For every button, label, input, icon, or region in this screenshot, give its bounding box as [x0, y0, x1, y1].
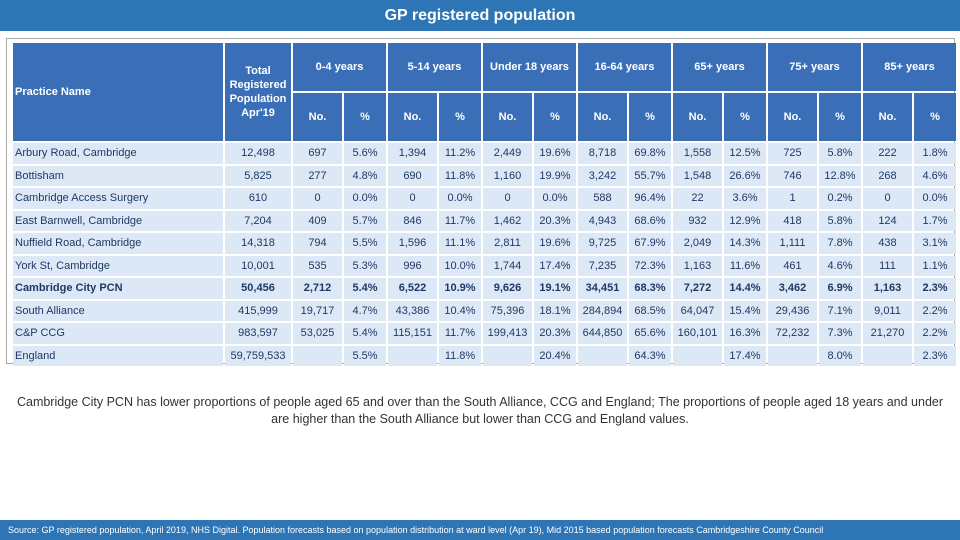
percent-cell: 20.4% [534, 346, 576, 367]
percent-cell: 0.0% [534, 188, 576, 209]
practice-name-cell: East Barnwell, Cambridge [13, 211, 223, 232]
count-cell [483, 346, 532, 367]
count-cell: 7,272 [673, 278, 722, 299]
total-population-cell: 5,825 [225, 166, 291, 187]
percent-cell: 11.6% [724, 256, 766, 277]
percent-cell: 20.3% [534, 323, 576, 344]
count-cell [293, 346, 342, 367]
source-note: Source: GP registered population, April 2019, NHS Digital. Population forecasts based on population distribution at ward level (Apr 19), Mid 2015 based population forecasts Cambridgeshire County Council [0, 520, 960, 540]
percent-cell: 68.5% [629, 301, 671, 322]
count-cell: 43,386 [388, 301, 437, 322]
percent-cell: 65.6% [629, 323, 671, 344]
count-cell: 690 [388, 166, 437, 187]
count-cell: 1,548 [673, 166, 722, 187]
total-population-cell: 59,759,533 [225, 346, 291, 367]
page-title: GP registered population [0, 0, 960, 31]
table-row [13, 233, 956, 254]
count-cell: 1,462 [483, 211, 532, 232]
count-cell: 438 [863, 233, 912, 254]
percent-cell: 68.6% [629, 211, 671, 232]
sub-header-pct: % [439, 93, 481, 141]
percent-cell: 11.2% [439, 143, 481, 164]
count-cell: 1,163 [863, 278, 912, 299]
count-cell: 644,850 [578, 323, 627, 344]
practice-name-cell: Nuffield Road, Cambridge [13, 233, 223, 254]
count-cell: 111 [863, 256, 912, 277]
percent-cell: 10.4% [439, 301, 481, 322]
count-cell [768, 346, 817, 367]
percent-cell: 7.3% [819, 323, 861, 344]
percent-cell: 5.4% [344, 323, 386, 344]
sub-header-no: No. [673, 93, 722, 141]
percent-cell: 14.3% [724, 233, 766, 254]
practice-name-header: Practice Name [13, 43, 223, 141]
count-cell: 21,270 [863, 323, 912, 344]
count-cell: 29,436 [768, 301, 817, 322]
percent-cell: 2.2% [914, 301, 956, 322]
count-cell: 277 [293, 166, 342, 187]
sub-header-no: No. [768, 93, 817, 141]
percent-cell: 15.4% [724, 301, 766, 322]
percent-cell: 0.2% [819, 188, 861, 209]
percent-cell: 5.3% [344, 256, 386, 277]
percent-cell: 10.0% [439, 256, 481, 277]
sub-header-pct: % [819, 93, 861, 141]
percent-cell: 72.3% [629, 256, 671, 277]
group-header-65-plus: 65+ years [673, 43, 766, 91]
count-cell: 1,160 [483, 166, 532, 187]
percent-cell: 1.1% [914, 256, 956, 277]
practice-name-cell: Cambridge City PCN [13, 278, 223, 299]
sub-header-pct: % [914, 93, 956, 141]
percent-cell: 6.9% [819, 278, 861, 299]
sub-header-no: No. [388, 93, 437, 141]
percent-cell: 68.3% [629, 278, 671, 299]
total-population-cell: 7,204 [225, 211, 291, 232]
percent-cell: 19.1% [534, 278, 576, 299]
sub-header-no: No. [578, 93, 627, 141]
sub-header-pct: % [724, 93, 766, 141]
count-cell: 115,151 [388, 323, 437, 344]
count-cell: 199,413 [483, 323, 532, 344]
percent-cell: 8.0% [819, 346, 861, 367]
group-header-16-64: 16-64 years [578, 43, 671, 91]
count-cell: 64,047 [673, 301, 722, 322]
percent-cell: 16.3% [724, 323, 766, 344]
count-cell: 461 [768, 256, 817, 277]
group-header-85-plus: 85+ years [863, 43, 956, 91]
percent-cell: 11.1% [439, 233, 481, 254]
percent-cell: 12.9% [724, 211, 766, 232]
total-population-cell: 50,456 [225, 278, 291, 299]
count-cell: 2,449 [483, 143, 532, 164]
group-header-75-plus: 75+ years [768, 43, 861, 91]
percent-cell: 4.6% [914, 166, 956, 187]
count-cell: 124 [863, 211, 912, 232]
percent-cell: 1.7% [914, 211, 956, 232]
percent-cell: 10.9% [439, 278, 481, 299]
percent-cell: 18.1% [534, 301, 576, 322]
percent-cell: 19.9% [534, 166, 576, 187]
count-cell [388, 346, 437, 367]
table-body [13, 143, 956, 366]
percent-cell: 5.7% [344, 211, 386, 232]
total-population-cell: 10,001 [225, 256, 291, 277]
percent-cell: 11.7% [439, 323, 481, 344]
percent-cell: 96.4% [629, 188, 671, 209]
count-cell: 19,717 [293, 301, 342, 322]
group-header-0-4: 0-4 years [293, 43, 386, 91]
table-row [13, 143, 956, 164]
percent-cell: 1.8% [914, 143, 956, 164]
percent-cell: 14.4% [724, 278, 766, 299]
count-cell: 222 [863, 143, 912, 164]
count-cell: 1,111 [768, 233, 817, 254]
table-row [13, 301, 956, 322]
count-cell: 2,049 [673, 233, 722, 254]
table-row [13, 166, 956, 187]
count-cell: 725 [768, 143, 817, 164]
population-table [11, 41, 958, 368]
percent-cell: 12.8% [819, 166, 861, 187]
count-cell: 9,725 [578, 233, 627, 254]
percent-cell: 0.0% [439, 188, 481, 209]
practice-name-cell: C&P CCG [13, 323, 223, 344]
percent-cell: 5.8% [819, 143, 861, 164]
group-header-under-18: Under 18 years [483, 43, 576, 91]
percent-cell: 17.4% [534, 256, 576, 277]
count-cell: 588 [578, 188, 627, 209]
count-cell: 284,894 [578, 301, 627, 322]
count-cell: 9,626 [483, 278, 532, 299]
count-cell: 53,025 [293, 323, 342, 344]
count-cell: 535 [293, 256, 342, 277]
percent-cell: 4.7% [344, 301, 386, 322]
practice-name-cell: Bottisham [13, 166, 223, 187]
count-cell: 268 [863, 166, 912, 187]
count-cell: 1,744 [483, 256, 532, 277]
sub-header-pct: % [344, 93, 386, 141]
practice-name-cell: Cambridge Access Surgery [13, 188, 223, 209]
percent-cell: 2.2% [914, 323, 956, 344]
count-cell: 1,394 [388, 143, 437, 164]
table-row [13, 278, 956, 299]
percent-cell: 19.6% [534, 233, 576, 254]
table-row [13, 211, 956, 232]
practice-name-cell: South Alliance [13, 301, 223, 322]
percent-cell: 64.3% [629, 346, 671, 367]
sub-header-no: No. [863, 93, 912, 141]
practice-name-cell: Arbury Road, Cambridge [13, 143, 223, 164]
percent-cell: 55.7% [629, 166, 671, 187]
count-cell: 1 [768, 188, 817, 209]
count-cell: 0 [293, 188, 342, 209]
count-cell: 34,451 [578, 278, 627, 299]
percent-cell: 26.6% [724, 166, 766, 187]
count-cell: 3,242 [578, 166, 627, 187]
percent-cell: 2.3% [914, 278, 956, 299]
percent-cell: 3.1% [914, 233, 956, 254]
count-cell: 697 [293, 143, 342, 164]
percent-cell: 69.8% [629, 143, 671, 164]
count-cell [578, 346, 627, 367]
total-population-cell: 14,318 [225, 233, 291, 254]
total-population-cell: 610 [225, 188, 291, 209]
count-cell: 2,712 [293, 278, 342, 299]
table-row [13, 346, 956, 367]
total-population-header: Total Registered Population Apr'19 [225, 43, 291, 141]
table-row [13, 188, 956, 209]
sub-header-pct: % [534, 93, 576, 141]
count-cell: 75,396 [483, 301, 532, 322]
table-row [13, 323, 956, 344]
percent-cell: 7.8% [819, 233, 861, 254]
sub-header-no: No. [483, 93, 532, 141]
percent-cell: 5.4% [344, 278, 386, 299]
count-cell [673, 346, 722, 367]
percent-cell: 7.1% [819, 301, 861, 322]
count-cell: 1,163 [673, 256, 722, 277]
count-cell: 0 [388, 188, 437, 209]
percent-cell: 5.8% [819, 211, 861, 232]
percent-cell: 11.8% [439, 346, 481, 367]
total-population-cell: 983,597 [225, 323, 291, 344]
count-cell: 160,101 [673, 323, 722, 344]
count-cell: 1,596 [388, 233, 437, 254]
practice-name-cell: England [13, 346, 223, 367]
percent-cell: 11.8% [439, 166, 481, 187]
count-cell [863, 346, 912, 367]
percent-cell: 19.6% [534, 143, 576, 164]
percent-cell: 3.6% [724, 188, 766, 209]
practice-name-cell: York St, Cambridge [13, 256, 223, 277]
total-population-cell: 12,498 [225, 143, 291, 164]
percent-cell: 17.4% [724, 346, 766, 367]
table-row [13, 256, 956, 277]
percent-cell: 5.6% [344, 143, 386, 164]
percent-cell: 5.5% [344, 346, 386, 367]
count-cell: 3,462 [768, 278, 817, 299]
summary-text: Cambridge City PCN has lower proportions of people aged 65 and over than the South Alliance, CCG and England; The proportions of people aged 18 years and under are higher than the South Alliance but lower than CCG and England values. [16, 395, 944, 426]
count-cell: 794 [293, 233, 342, 254]
count-cell: 72,232 [768, 323, 817, 344]
percent-cell: 5.5% [344, 233, 386, 254]
count-cell: 6,522 [388, 278, 437, 299]
count-cell: 7,235 [578, 256, 627, 277]
percent-cell: 2.3% [914, 346, 956, 367]
percent-cell: 0.0% [914, 188, 956, 209]
percent-cell: 11.7% [439, 211, 481, 232]
percent-cell: 12.5% [724, 143, 766, 164]
count-cell: 746 [768, 166, 817, 187]
count-cell: 846 [388, 211, 437, 232]
percent-cell: 4.8% [344, 166, 386, 187]
count-cell: 1,558 [673, 143, 722, 164]
count-cell: 22 [673, 188, 722, 209]
count-cell: 2,811 [483, 233, 532, 254]
total-population-cell: 415,999 [225, 301, 291, 322]
sub-header-no: No. [293, 93, 342, 141]
count-cell: 8,718 [578, 143, 627, 164]
percent-cell: 20.3% [534, 211, 576, 232]
count-cell: 418 [768, 211, 817, 232]
percent-cell: 4.6% [819, 256, 861, 277]
count-cell: 0 [863, 188, 912, 209]
percent-cell: 0.0% [344, 188, 386, 209]
group-header-5-14: 5-14 years [388, 43, 481, 91]
sub-header-pct: % [629, 93, 671, 141]
count-cell: 4,943 [578, 211, 627, 232]
count-cell: 996 [388, 256, 437, 277]
count-cell: 0 [483, 188, 532, 209]
count-cell: 9,011 [863, 301, 912, 322]
count-cell: 932 [673, 211, 722, 232]
percent-cell: 67.9% [629, 233, 671, 254]
count-cell: 409 [293, 211, 342, 232]
